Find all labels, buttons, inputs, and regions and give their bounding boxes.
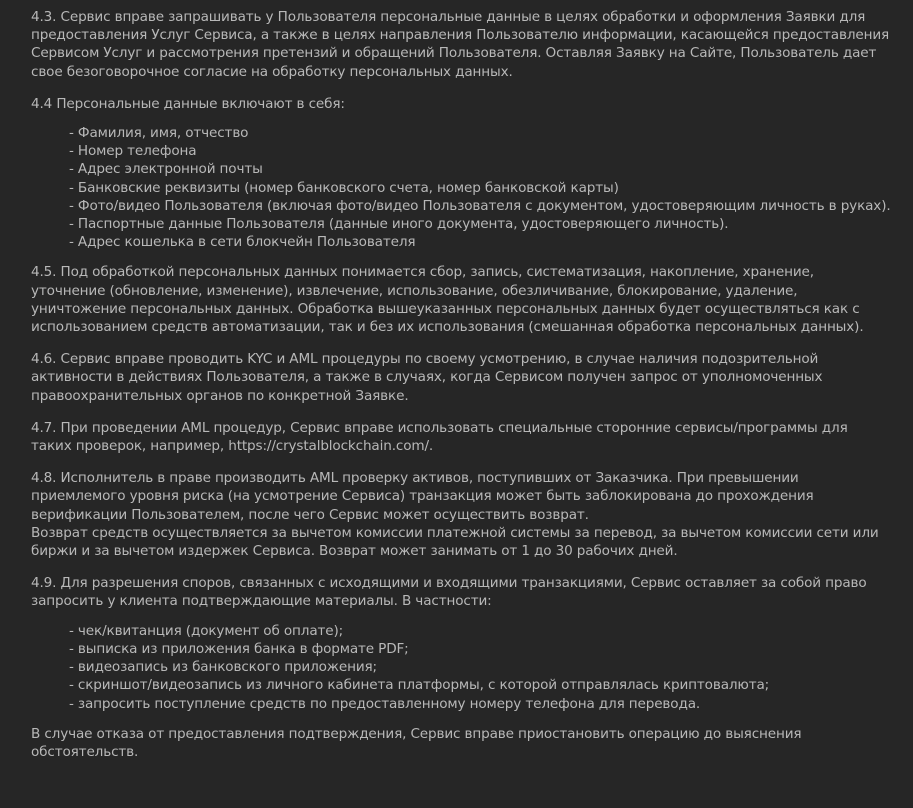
list-item: - Фамилия, имя, отчество — [69, 125, 249, 142]
list-item: - чек/квитанция (документ об оплате); — [69, 622, 344, 639]
list-item: - Паспортные данные Пользователя (данные иного документа, удостоверяющего личность). — [69, 216, 729, 233]
section-4-4-intro: 4.4 Персональные данные включают в себя: — [31, 95, 345, 112]
section-4-5: 4.5. Под обработкой персональных данных понимается сбор, запись, систематизация, накопление, хранение, уточнение (обновление, изменение), извлечение, использование, обезличивание, блокирование, удаление, уничтожение персональных данных. Обработка вышеуказанных персональных данных будет осуществляться как с использованием средств автоматизации, так и без их использования (смешанная обработка персональных данных). — [31, 264, 864, 336]
section-4-8-part-a: 4.8. Исполнитель в праве производить AML проверку активов, поступивших от Заказчика. При превышении приемлемого уровня риска (на усмотрение Сервиса) транзакция может быть заблокирована до прохождения верификации Пользователем, после чего Сервис может осуществить возврат. — [31, 470, 814, 523]
section-4-7: 4.7. При проведении AML процедур, Сервис вправе использовать специальные сторонние сервисы/программы для таких проверок, например, https://crystalblockchain.com/. — [31, 419, 848, 455]
section-4-9-intro: 4.9. Для разрешения споров, связанных с исходящими и входящими транзакциями, Сервис оставляет за собой право запросить у клиента подтверждающие материалы. В частности: — [31, 575, 867, 610]
list-item: - видеозапись из банковского приложения; — [69, 659, 377, 676]
section-4-8 — [31, 469, 891, 560]
list-item: - запросить поступление средств по предоставленному номеру телефона для перевода. — [69, 695, 701, 712]
section-4-3: 4.3. Сервис вправе запрашивать у Пользователя персональные данные в целях обработки и оформления Заявки для предоставления Услуг Сервиса, а также в целях направления Пользователю информации, касающейся предоставления Сервисом Услуг и рассмотрения претензий и обращений Пользователя. Оставляя Заявку на Сайте, Пользователь дает свое безоговорочное согласие на обработку персональных данных. — [31, 9, 890, 80]
supporting-materials-list — [31, 622, 891, 713]
section-4-8-part-b: Возврат средств осуществляется за вычетом комиссии платежной системы за перевод, за вычетом комиссии сети или биржи и за вычетом издержек Сервиса. Возврат может занимать от 1 до 30 рабочих дней. — [31, 524, 879, 560]
personal-data-list — [31, 124, 891, 251]
list-item: - скриншот/видеозапись из личного кабинета платформы, с которой отправлялась криптовалюта; — [69, 677, 770, 694]
terms-document — [31, 8, 891, 775]
section-4-6: 4.6. Сервис вправе проводить KYC и AML процедуры по своему усмотрению, в случае наличия подозрительной активности в действиях Пользователя, а также в случаях, когда Сервисом получен запрос от уполномоченных правоохранительных органов по конкретной Заявке. — [31, 351, 823, 404]
list-item: - Адрес кошелька в сети блокчейн Пользователя — [69, 234, 416, 251]
list-item: - Номер телефона — [69, 143, 197, 160]
list-item: - Адрес электронной почты — [69, 161, 263, 178]
list-item: - выписка из приложения банка в формате PDF; — [69, 640, 409, 657]
list-item: - Банковские реквизиты (номер банковского счета, номер банковской карты) — [69, 179, 619, 196]
list-item: - Фото/видео Пользователя (включая фото/видео Пользователя с документом, удостоверяющим личность в руках). — [69, 197, 891, 214]
section-4-9-outro: В случае отказа от предоставления подтверждения, Сервис вправе приостановить операцию до выяснения обстоятельств. — [31, 725, 802, 760]
